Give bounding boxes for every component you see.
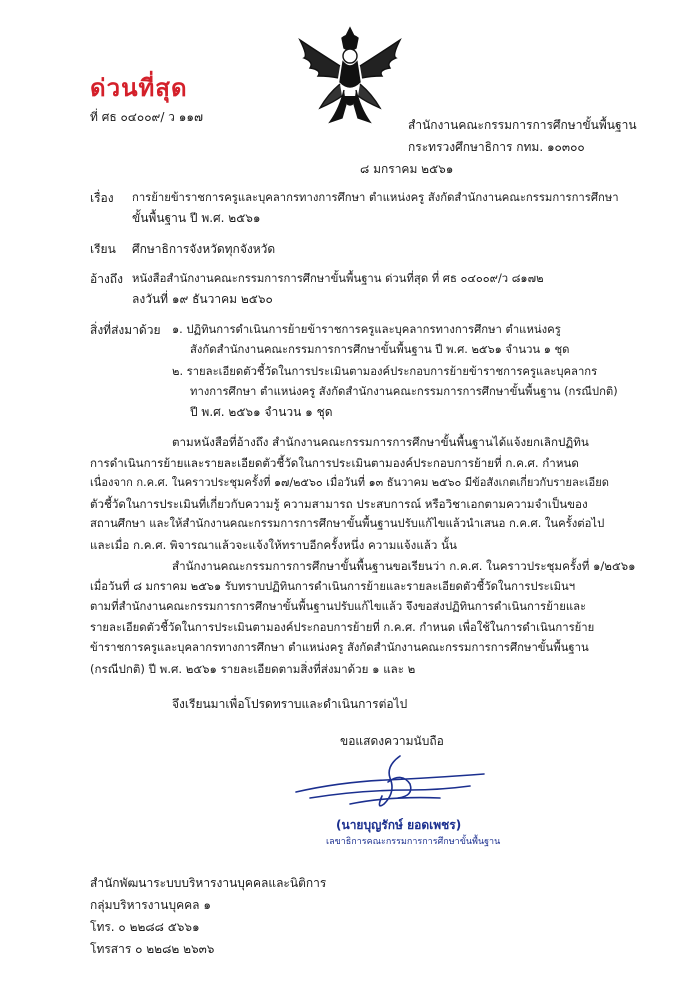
footer-phone: โทร. ๐ ๒๒๘๘ ๕๖๖๑ — [90, 920, 200, 934]
garuda-emblem-icon — [290, 22, 410, 130]
subject-line-2: ขั้นพื้นฐาน ปี พ.ศ. ๒๕๖๑ — [132, 211, 261, 225]
p1-line: และเมื่อ ก.ค.ศ. พิจารณาแล้วจะแจ้งให้ทราบอีกครั้งหนึ่ง ความแจ้งแล้ว นั้น — [90, 537, 457, 552]
recipient-label: เรียน — [90, 242, 116, 256]
recipient: ศึกษาธิการจังหวัดทุกจังหวัด — [132, 242, 276, 256]
subject-line-1: การย้ายข้าราชการครูและบุคลากรทางการศึกษา ตำแหน่งครู สังกัดสำนักงานคณะกรรมการการศึกษา — [132, 191, 619, 204]
p2-line: ข้าราชการครูและบุคลากรทางการศึกษา ตำแหน่งครู สังกัดสำนักงานคณะกรรมการการศึกษาขั้นพื้นฐาน — [90, 641, 589, 654]
signer-name: (นายบุญรักษ์ ยอดเพชร) — [336, 818, 462, 832]
footer-department: สำนักพัฒนาระบบบริหารงานบุคคลและนิติการ — [90, 876, 327, 890]
body-paragraph-3: จึงเรียนมาเพื่อโปรดทราบและดำเนินการต่อไป — [172, 697, 408, 711]
signature — [290, 752, 490, 816]
p1-line: เนื่องจาก ก.ค.ศ. ในคราวประชุมครั้งที่ ๑๗/๒๕๖๐ เมื่อวันที่ ๑๓ ธันวาคม ๒๕๖๐ มีข้อสังเกตเกี่ยวกับรายละเอียด — [90, 476, 609, 489]
footer-fax: โทรสาร ๐ ๒๒๘๒ ๒๖๓๖ — [90, 942, 215, 956]
p2-line: รายละเอียดตัวชี้วัดในการประเมินตามองค์ประกอบการย้ายที่ ก.ค.ศ. กำหนด เพื่อใช้ในการดำเนินการย้าย — [90, 620, 595, 634]
body-paragraph-1 — [90, 432, 610, 555]
urgency-stamp: ด่วนที่สุด — [90, 74, 188, 102]
reference-line-1: หนังสือสำนักงานคณะกรรมการการศึกษาขั้นพื้นฐาน ด่วนที่สุด ที่ ศธ ๐๔๐๐๙/ว ๘๑๗๒ — [132, 272, 544, 285]
reference-line-2: ลงวันที่ ๑๙ ธันวาคม ๒๕๖๐ — [132, 292, 273, 306]
footer-group: กลุ่มบริหารงานบุคคล ๑ — [90, 898, 211, 912]
body-paragraph-2 — [90, 556, 636, 679]
p1-line: ตัวชี้วัดในการประเมินที่เกี่ยวกับความรู้ ความสามารถ ประสบการณ์ หรือวิชาเอกตามความจำเป็นของ — [90, 496, 588, 511]
p2-line: สำนักงานคณะกรรมการการศึกษาขั้นพื้นฐานขอเรียนว่า ก.ค.ศ. ในคราวประชุมครั้งที่ ๑/๒๕๖๑ — [172, 559, 636, 573]
letter-date: ๘ มกราคม ๒๕๖๑ — [360, 162, 454, 176]
p1-line: ตามหนังสือที่อ้างถึง สำนักงานคณะกรรมการการศึกษาขั้นพื้นฐานได้แจ้งยกเลิกปฏิทิน — [172, 435, 589, 449]
enclosure-2-line-3: ปี พ.ศ. ๒๕๖๑ จำนวน ๑ ชุด — [190, 405, 333, 419]
signature-icon — [290, 752, 490, 816]
subject-label: เรื่อง — [90, 191, 114, 205]
signer-title: เลขาธิการคณะกรรมการการศึกษาขั้นพื้นฐาน — [326, 837, 501, 847]
enclosure-2-line-2: ทางการศึกษา ตำแหน่งครู สังกัดสำนักงานคณะกรรมการการศึกษาขั้นพื้นฐาน (กรณีปกติ) — [190, 385, 618, 398]
closing-salutation: ขอแสดงความนับถือ — [340, 734, 444, 748]
p2-line: ตามที่สำนักงานคณะกรรมการการศึกษาขั้นพื้นฐานปรับแก้ไขแล้ว จึงขอส่งปฏิทินการดำเนินการย้ายและ — [90, 600, 587, 613]
p2-line: (กรณีปกติ) ปี พ.ศ. ๒๕๖๑ รายละเอียดตามสิ่งที่ส่งมาด้วย ๑ และ ๒ — [90, 661, 416, 676]
p2-line: เมื่อวันที่ ๘ มกราคม ๒๕๖๑ รับทราบปฏิทินการดำเนินการย้ายและรายละเอียดตัวชี้วัดในการประเมินฯ — [90, 579, 576, 593]
reference-number: ที่ ศธ ๐๔๐๐๙/ ว ๑๑๗ — [90, 110, 203, 124]
enclosure-2-line-1: ๒. รายละเอียดตัวชี้วัดในการประเมินตามองค์ประกอบการย้ายข้าราชการครูและบุคลากร — [172, 365, 598, 378]
sender-office: สำนักงานคณะกรรมการการศึกษาขั้นพื้นฐาน — [408, 118, 637, 132]
garuda-emblem — [290, 22, 410, 130]
enclosure-1-line-2: สังกัดสำนักงานคณะกรรมการการศึกษาขั้นพื้นฐาน ปี พ.ศ. ๒๕๖๑ จำนวน ๑ ชุด — [190, 343, 570, 356]
sender-address: กระทรวงศึกษาธิการ กทม. ๑๐๓๐๐ — [408, 140, 585, 154]
enclosure-1-line-1: ๑. ปฏิทินการดำเนินการย้ายข้าราชการครูและบุคลากรทางการศึกษา ตำแหน่งครู — [172, 323, 561, 336]
p1-line: สถานศึกษา และให้สำนักงานคณะกรรมการการศึกษาขั้นพื้นฐานปรับแก้ไขแล้วนำเสนอ ก.ค.ศ. ในครั้งต่อไป — [90, 517, 605, 530]
reference-label: อ้างถึง — [90, 272, 123, 286]
enclosures-label: สิ่งที่ส่งมาด้วย — [90, 323, 161, 337]
p1-line: การดำเนินการย้ายและรายละเอียดตัวชี้วัดในการประเมินตามองค์ประกอบการย้ายที่ ก.ค.ศ. กำหนด — [90, 455, 579, 470]
